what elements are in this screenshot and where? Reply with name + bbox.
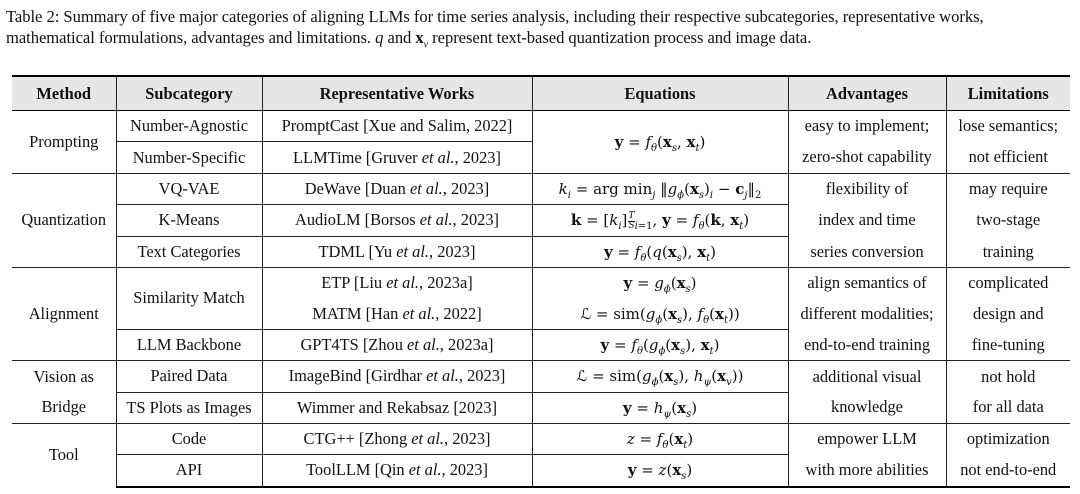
limitation-cell: not hold (946, 361, 1070, 392)
work-cell: PromptCast [Xue and Salim, 2022] (262, 111, 532, 142)
work-cell: TDML [Yu et al., 2023] (262, 236, 532, 267)
header-method: Method (12, 76, 116, 111)
advantage-cell: zero-shot capability (788, 142, 946, 173)
equation-cell: $y = h_\psi(x_s)$ (532, 392, 788, 423)
advantage-cell: with more abilities (788, 455, 946, 487)
limitation-cell: complicated (946, 267, 1070, 298)
caption-text: Summary of five major categories of aligning LLMs for time series analysis, including their respective subcategories, representative works, mathematical formulations, advantages and limitations. (6, 7, 984, 47)
subcategory-cell: K-Means (116, 205, 262, 236)
advantage-cell: different modalities; (788, 298, 946, 329)
limitation-cell: design and (972, 303, 1044, 323)
advantage-cell: additional visual (788, 361, 946, 392)
advantage-cell: series conversion (788, 236, 946, 267)
limitation-cell: lose semantics; (946, 111, 1070, 142)
advantage-cell: flexibility of (788, 173, 946, 204)
advantage-cell: easy to implement; (788, 111, 946, 142)
work-cell: ImageBind [Girdhar et al., 2023] (262, 361, 532, 392)
subcategory-cell: Number-Agnostic (116, 111, 262, 142)
advantage-cell: index and time (788, 205, 946, 236)
limitation-cell: may require (946, 173, 1070, 204)
table-row (12, 361, 1070, 392)
header-subcategory: Subcategory (116, 76, 262, 111)
subcategory-cell: Similarity Match (116, 267, 262, 329)
equation-cell: $z = f_\theta(x_t)$ (532, 423, 788, 454)
caption-label: Table 2: (6, 7, 60, 26)
method-cell: Vision as (12, 361, 116, 392)
header-limitations: Limitations (946, 76, 1070, 111)
equation-cell: $y = f_\theta(q(x_s)$, $x_t$) (532, 236, 788, 267)
method-cell: Quantization (12, 173, 116, 267)
caption-text-end: represent text-based quantization process and image data. (432, 28, 812, 47)
table-caption (6, 6, 1076, 51)
work-cell: ToolLLM [Qin et al., 2023] (262, 455, 532, 487)
work-cell: GPT4TS [Zhou et al., 2023a] (262, 329, 532, 360)
table-row (12, 455, 1070, 487)
equation-cell: $y = f_\theta(x_s$, $x_t$) (532, 111, 788, 174)
method-cell: Prompting (12, 111, 116, 174)
caption-xv-sub: v (423, 39, 429, 51)
caption-and: and (387, 28, 412, 47)
equation-cell: $y = f_\theta(g_\phi(x_s)$, $x_t$) (532, 329, 788, 360)
subcategory-cell: API (116, 455, 262, 487)
method-cell: Tool (12, 423, 116, 486)
equation-cell: $y = g_\phi(x_s)$ (532, 267, 788, 298)
advantage-cell: align semantics of (788, 267, 946, 298)
method-cell: Alignment (12, 267, 116, 360)
table-row (12, 423, 1070, 454)
subcategory-cell: LLM Backbone (116, 329, 262, 360)
equation-cell: $k = [k_i]$ $\frac{T}{S}$ $_{i=1}$, $y = f_\theta(k$, $x_t$) (532, 205, 788, 236)
header-advantages: Advantages (788, 76, 946, 111)
work-cell: Wimmer and Rekabsaz [2023] (262, 392, 532, 423)
header-row (12, 76, 1070, 111)
table-row (12, 173, 1070, 204)
summary-table (12, 75, 1070, 488)
work-cell: MATM [Han et al., 2022] (262, 298, 532, 329)
caption-xv-symbol: x (415, 28, 424, 47)
work-cell: ETP [Liu et al., 2023a] (262, 267, 532, 298)
equation-cell: ℒ = $sim(g_\phi(x_s)$, $f_\theta(x_t)$) (532, 298, 788, 329)
table-row (12, 111, 1070, 142)
work-cell: AudioLM [Borsos et al., 2023] (262, 205, 532, 236)
limitation-cell: not end-to-end (946, 455, 1070, 487)
equation-cell: $k_i$ = arg $\min_j$ $‖g_\phi(x_s)_i$ − $c_j‖_2$ (532, 173, 788, 204)
table-row (12, 267, 1070, 298)
caption-q-symbol: q (375, 28, 384, 47)
limitation-cell: not efficient (968, 147, 1048, 167)
limitation-cell: training (982, 241, 1034, 261)
table-row (12, 205, 1070, 236)
advantage-cell: empower LLM (788, 423, 946, 454)
advantage-cell: end-to-end training (788, 329, 946, 360)
subcategory-cell: VQ-VAE (116, 173, 262, 204)
subcategory-cell: Text Categories (116, 236, 262, 267)
table-row (12, 236, 1070, 267)
limitation-cell: optimization (946, 423, 1070, 454)
subcategory-cell: Number-Specific (116, 142, 262, 173)
method-cell: Bridge (12, 392, 116, 423)
subcategory-cell: Code (116, 423, 262, 454)
work-cell: CTG++ [Zhong et al., 2023] (262, 423, 532, 454)
table-row (12, 329, 1070, 360)
subcategory-cell: Paired Data (116, 361, 262, 392)
advantage-cell: knowledge (788, 392, 946, 423)
limitation-cell: two-stage (976, 210, 1041, 230)
limitation-cell: fine-tuning (971, 334, 1045, 354)
table-row (12, 392, 1070, 423)
header-works: Representative Works (262, 76, 532, 111)
limitation-cell: for all data (972, 397, 1044, 417)
work-cell: DeWave [Duan et al., 2023] (262, 173, 532, 204)
subcategory-cell: TS Plots as Images (116, 392, 262, 423)
work-cell: LLMTime [Gruver et al., 2023] (262, 142, 532, 173)
equation-cell: ℒ = $sim(g_\phi(x_s)$, $h_\psi(x_v)$) (532, 361, 788, 392)
equation-cell: $y = z(x_s)$ (532, 455, 788, 487)
header-equations: Equations (532, 76, 788, 111)
